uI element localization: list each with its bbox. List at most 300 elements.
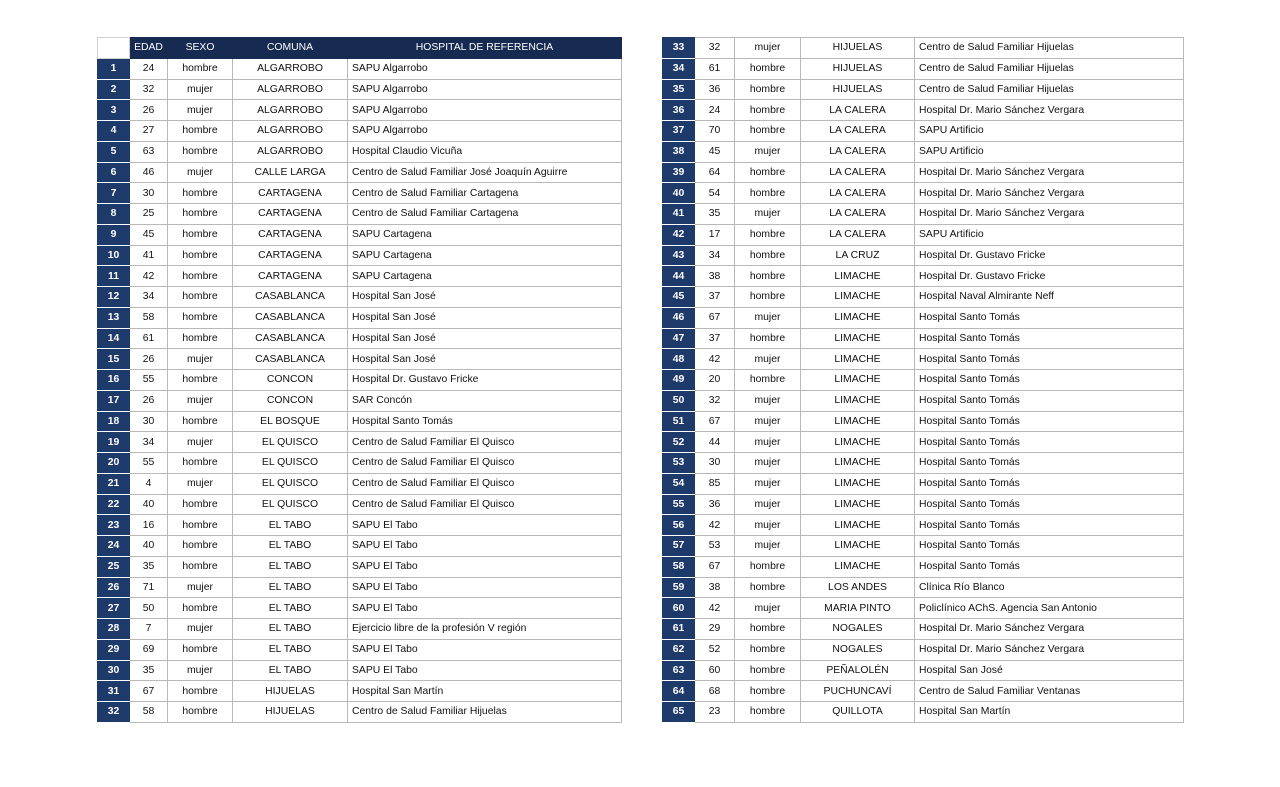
row-number: 40 (663, 183, 695, 204)
table-row (98, 287, 622, 308)
header-sexo: SEXO (168, 38, 233, 59)
sexo-cell: mujer (168, 390, 233, 411)
hospital-cell: Hospital Santo Tomás (915, 328, 1184, 349)
row-number: 52 (663, 432, 695, 453)
hospital-cell: Centro de Salud Familiar El Quisco (348, 494, 622, 515)
edad-cell: 40 (130, 536, 168, 557)
sexo-cell: hombre (735, 639, 801, 660)
header-comuna: COMUNA (233, 38, 348, 59)
table-row (98, 619, 622, 640)
edad-cell: 25 (130, 204, 168, 225)
row-number: 7 (98, 183, 130, 204)
edad-cell: 38 (695, 266, 735, 287)
row-number: 64 (663, 681, 695, 702)
sexo-cell: hombre (168, 681, 233, 702)
hospital-cell: Hospital Santo Tomás (915, 370, 1184, 391)
edad-cell: 53 (695, 536, 735, 557)
comuna-cell: EL TABO (233, 639, 348, 660)
hospital-cell: Hospital Santo Tomás (915, 349, 1184, 370)
row-number: 44 (663, 266, 695, 287)
sexo-cell: hombre (735, 183, 801, 204)
row-number: 12 (98, 287, 130, 308)
table-row (663, 473, 1184, 494)
sexo-cell: hombre (735, 702, 801, 723)
table-row (98, 681, 622, 702)
edad-cell: 30 (130, 411, 168, 432)
comuna-cell: ALGARROBO (233, 121, 348, 142)
table-row (98, 307, 622, 328)
hospital-cell: SAPU Artificio (915, 121, 1184, 142)
sexo-cell: hombre (168, 121, 233, 142)
hospital-cell: Hospital San Martín (348, 681, 622, 702)
hospital-cell: Hospital Claudio Vicuña (348, 141, 622, 162)
comuna-cell: LIMACHE (801, 473, 915, 494)
edad-cell: 35 (130, 660, 168, 681)
hospital-cell: SAPU El Tabo (348, 577, 622, 598)
hospital-cell: Hospital Dr. Mario Sánchez Vergara (915, 162, 1184, 183)
hospital-cell: Hospital Santo Tomás (915, 494, 1184, 515)
table-row (663, 307, 1184, 328)
sexo-cell: hombre (168, 453, 233, 474)
row-number: 11 (98, 266, 130, 287)
table-row (663, 266, 1184, 287)
comuna-cell: CALLE LARGA (233, 162, 348, 183)
table-row (663, 224, 1184, 245)
sexo-cell: hombre (735, 660, 801, 681)
edad-cell: 70 (695, 121, 735, 142)
row-number: 1 (98, 58, 130, 79)
comuna-cell: LIMACHE (801, 515, 915, 536)
row-number: 45 (663, 287, 695, 308)
row-number: 62 (663, 639, 695, 660)
hospital-cell: Centro de Salud Familiar Ventanas (915, 681, 1184, 702)
comuna-cell: LIMACHE (801, 307, 915, 328)
table-row (98, 598, 622, 619)
sexo-cell: hombre (168, 411, 233, 432)
comuna-cell: LA CALERA (801, 183, 915, 204)
hospital-cell: SAPU Algarrobo (348, 121, 622, 142)
row-number: 57 (663, 536, 695, 557)
comuna-cell: CARTAGENA (233, 266, 348, 287)
comuna-cell: LIMACHE (801, 349, 915, 370)
edad-cell: 30 (695, 453, 735, 474)
table-row (663, 702, 1184, 723)
comuna-cell: EL TABO (233, 619, 348, 640)
edad-cell: 29 (695, 619, 735, 640)
row-number: 47 (663, 328, 695, 349)
sexo-cell: hombre (735, 245, 801, 266)
edad-cell: 16 (130, 515, 168, 536)
comuna-cell: EL QUISCO (233, 473, 348, 494)
comuna-cell: ALGARROBO (233, 141, 348, 162)
comuna-cell: ALGARROBO (233, 58, 348, 79)
comuna-cell: CASABLANCA (233, 307, 348, 328)
table-row (663, 598, 1184, 619)
edad-cell: 58 (130, 702, 168, 723)
edad-cell: 54 (695, 183, 735, 204)
comuna-cell: LIMACHE (801, 328, 915, 349)
row-number: 41 (663, 204, 695, 225)
row-number: 4 (98, 121, 130, 142)
row-number: 21 (98, 473, 130, 494)
edad-cell: 32 (130, 79, 168, 100)
row-number: 17 (98, 390, 130, 411)
comuna-cell: LOS ANDES (801, 577, 915, 598)
comuna-cell: LA CALERA (801, 141, 915, 162)
comuna-cell: EL TABO (233, 598, 348, 619)
row-number: 30 (98, 660, 130, 681)
row-number: 13 (98, 307, 130, 328)
edad-cell: 24 (695, 100, 735, 121)
corner-cell (98, 38, 130, 59)
table-row (98, 536, 622, 557)
row-number: 39 (663, 162, 695, 183)
sexo-cell: mujer (735, 411, 801, 432)
sexo-cell: hombre (735, 328, 801, 349)
edad-cell: 45 (130, 224, 168, 245)
hospital-cell: Hospital Santo Tomás (915, 515, 1184, 536)
comuna-cell: LA CALERA (801, 224, 915, 245)
row-number: 42 (663, 224, 695, 245)
edad-cell: 50 (130, 598, 168, 619)
row-number: 56 (663, 515, 695, 536)
hospital-cell: SAPU El Tabo (348, 515, 622, 536)
sexo-cell: hombre (168, 204, 233, 225)
sexo-cell: hombre (168, 702, 233, 723)
edad-cell: 20 (695, 370, 735, 391)
row-number: 50 (663, 390, 695, 411)
comuna-cell: LIMACHE (801, 411, 915, 432)
table-row (98, 266, 622, 287)
sexo-cell: mujer (168, 660, 233, 681)
comuna-cell: NOGALES (801, 639, 915, 660)
edad-cell: 4 (130, 473, 168, 494)
comuna-cell: CASABLANCA (233, 287, 348, 308)
table-row (98, 224, 622, 245)
hospital-cell: Hospital San José (348, 328, 622, 349)
sexo-cell: hombre (168, 370, 233, 391)
hospital-cell: Centro de Salud Familiar El Quisco (348, 473, 622, 494)
comuna-cell: NOGALES (801, 619, 915, 640)
hospital-cell: Centro de Salud Familiar Hijuelas (348, 702, 622, 723)
table-row (663, 245, 1184, 266)
hospital-cell: Hospital Dr. Mario Sánchez Vergara (915, 639, 1184, 660)
row-number: 29 (98, 639, 130, 660)
edad-cell: 52 (695, 639, 735, 660)
table-row (663, 681, 1184, 702)
edad-cell: 36 (695, 79, 735, 100)
edad-cell: 41 (130, 245, 168, 266)
sexo-cell: hombre (168, 307, 233, 328)
edad-cell: 45 (695, 141, 735, 162)
edad-cell: 32 (695, 38, 735, 59)
sexo-cell: hombre (735, 100, 801, 121)
hospital-cell: Hospital Santo Tomás (915, 453, 1184, 474)
edad-cell: 7 (130, 619, 168, 640)
row-number: 34 (663, 58, 695, 79)
row-number: 55 (663, 494, 695, 515)
comuna-cell: LIMACHE (801, 432, 915, 453)
hospital-cell: Ejercicio libre de la profesión V región (348, 619, 622, 640)
edad-cell: 42 (695, 515, 735, 536)
table-row (98, 183, 622, 204)
table-row (98, 639, 622, 660)
edad-cell: 38 (695, 577, 735, 598)
hospital-cell: Hospital Dr. Mario Sánchez Vergara (915, 183, 1184, 204)
table-row (663, 411, 1184, 432)
edad-cell: 46 (130, 162, 168, 183)
hospital-cell: Hospital Dr. Mario Sánchez Vergara (915, 204, 1184, 225)
sexo-cell: hombre (168, 58, 233, 79)
edad-cell: 37 (695, 287, 735, 308)
comuna-cell: LIMACHE (801, 266, 915, 287)
comuna-cell: HIJUELAS (801, 38, 915, 59)
header-row (98, 38, 622, 59)
table-row (663, 660, 1184, 681)
table-row (98, 328, 622, 349)
comuna-cell: EL BOSQUE (233, 411, 348, 432)
sexo-cell: hombre (168, 536, 233, 557)
sexo-cell: mujer (735, 38, 801, 59)
edad-cell: 40 (130, 494, 168, 515)
edad-cell: 64 (695, 162, 735, 183)
hospital-cell: Hospital Santo Tomás (915, 536, 1184, 557)
sexo-cell: mujer (168, 473, 233, 494)
sexo-cell: mujer (168, 432, 233, 453)
table-row (98, 494, 622, 515)
hospital-cell: SAPU El Tabo (348, 639, 622, 660)
header-hospital: HOSPITAL DE REFERENCIA (348, 38, 622, 59)
edad-cell: 71 (130, 577, 168, 598)
table-row (663, 556, 1184, 577)
hospital-cell: SAPU Artificio (915, 141, 1184, 162)
sexo-cell: mujer (168, 162, 233, 183)
edad-cell: 68 (695, 681, 735, 702)
table-row (663, 38, 1184, 59)
hospital-cell: SAPU El Tabo (348, 556, 622, 577)
hospital-cell: SAPU Algarrobo (348, 100, 622, 121)
edad-cell: 42 (695, 349, 735, 370)
sexo-cell: hombre (735, 681, 801, 702)
row-number: 8 (98, 204, 130, 225)
sexo-cell: mujer (168, 349, 233, 370)
table-row (98, 370, 622, 391)
edad-cell: 63 (130, 141, 168, 162)
sexo-cell: hombre (735, 162, 801, 183)
row-number: 31 (98, 681, 130, 702)
table-row (98, 660, 622, 681)
hospital-cell: Centro de Salud Familiar Hijuelas (915, 58, 1184, 79)
sexo-cell: mujer (168, 79, 233, 100)
row-number: 51 (663, 411, 695, 432)
edad-cell: 61 (695, 58, 735, 79)
edad-cell: 32 (695, 390, 735, 411)
row-number: 54 (663, 473, 695, 494)
sexo-cell: hombre (735, 370, 801, 391)
table-row (663, 619, 1184, 640)
hospital-cell: Hospital Santo Tomás (915, 390, 1184, 411)
table-row (663, 515, 1184, 536)
row-number: 5 (98, 141, 130, 162)
comuna-cell: HIJUELAS (233, 702, 348, 723)
edad-cell: 58 (130, 307, 168, 328)
hospital-cell: Hospital Dr. Mario Sánchez Vergara (915, 100, 1184, 121)
table-row (98, 204, 622, 225)
row-number: 48 (663, 349, 695, 370)
comuna-cell: CARTAGENA (233, 204, 348, 225)
edad-cell: 42 (130, 266, 168, 287)
row-number: 32 (98, 702, 130, 723)
edad-cell: 35 (130, 556, 168, 577)
edad-cell: 67 (695, 556, 735, 577)
table-row (663, 370, 1184, 391)
hospital-cell: Centro de Salud Familiar Hijuelas (915, 38, 1184, 59)
sexo-cell: hombre (168, 287, 233, 308)
comuna-cell: MARIA PINTO (801, 598, 915, 619)
edad-cell: 34 (130, 287, 168, 308)
hospital-cell: SAPU Algarrobo (348, 58, 622, 79)
row-number: 61 (663, 619, 695, 640)
row-number: 9 (98, 224, 130, 245)
hospital-cell: SAPU Cartagena (348, 224, 622, 245)
sexo-cell: hombre (168, 556, 233, 577)
table-row (98, 453, 622, 474)
edad-cell: 85 (695, 473, 735, 494)
table-row (663, 494, 1184, 515)
hospital-cell: Centro de Salud Familiar Hijuelas (915, 79, 1184, 100)
row-number: 18 (98, 411, 130, 432)
sexo-cell: hombre (168, 598, 233, 619)
table-row (663, 79, 1184, 100)
row-number: 60 (663, 598, 695, 619)
hospital-cell: Hospital Santo Tomás (348, 411, 622, 432)
comuna-cell: HIJUELAS (801, 79, 915, 100)
table-row (98, 390, 622, 411)
edad-cell: 67 (695, 307, 735, 328)
row-number: 35 (663, 79, 695, 100)
comuna-cell: CARTAGENA (233, 245, 348, 266)
sexo-cell: hombre (168, 515, 233, 536)
comuna-cell: EL TABO (233, 577, 348, 598)
hospital-cell: Centro de Salud Familiar El Quisco (348, 453, 622, 474)
table-row (663, 162, 1184, 183)
comuna-cell: CARTAGENA (233, 224, 348, 245)
comuna-cell: EL QUISCO (233, 494, 348, 515)
hospital-cell: SAPU El Tabo (348, 598, 622, 619)
table-row (98, 141, 622, 162)
comuna-cell: EL TABO (233, 660, 348, 681)
comuna-cell: EL QUISCO (233, 432, 348, 453)
edad-cell: 67 (130, 681, 168, 702)
edad-cell: 42 (695, 598, 735, 619)
row-number: 43 (663, 245, 695, 266)
edad-cell: 60 (695, 660, 735, 681)
comuna-cell: LIMACHE (801, 536, 915, 557)
comuna-cell: LA CALERA (801, 121, 915, 142)
table-row (663, 204, 1184, 225)
sexo-cell: mujer (735, 204, 801, 225)
hospital-cell: Hospital San José (348, 307, 622, 328)
edad-cell: 67 (695, 411, 735, 432)
table-row (663, 183, 1184, 204)
left-table (97, 37, 622, 723)
edad-cell: 26 (130, 349, 168, 370)
sexo-cell: mujer (735, 494, 801, 515)
table-row (98, 577, 622, 598)
hospital-cell: SAPU Cartagena (348, 266, 622, 287)
comuna-cell: LIMACHE (801, 390, 915, 411)
comuna-cell: EL TABO (233, 556, 348, 577)
comuna-cell: LA CALERA (801, 162, 915, 183)
row-number: 23 (98, 515, 130, 536)
comuna-cell: LIMACHE (801, 453, 915, 474)
sexo-cell: hombre (735, 58, 801, 79)
hospital-cell: Hospital Dr. Mario Sánchez Vergara (915, 619, 1184, 640)
hospital-cell: SAPU Artificio (915, 224, 1184, 245)
row-number: 10 (98, 245, 130, 266)
comuna-cell: PUCHUNCAVÍ (801, 681, 915, 702)
row-number: 24 (98, 536, 130, 557)
hospital-cell: Centro de Salud Familiar Cartagena (348, 204, 622, 225)
comuna-cell: EL TABO (233, 536, 348, 557)
sexo-cell: mujer (735, 515, 801, 536)
comuna-cell: HIJUELAS (801, 58, 915, 79)
edad-cell: 27 (130, 121, 168, 142)
sexo-cell: hombre (735, 121, 801, 142)
edad-cell: 24 (130, 58, 168, 79)
table-row (98, 556, 622, 577)
sexo-cell: hombre (735, 266, 801, 287)
table-row (663, 349, 1184, 370)
comuna-cell: EL TABO (233, 515, 348, 536)
sexo-cell: mujer (735, 473, 801, 494)
table-row (98, 702, 622, 723)
table-row (663, 328, 1184, 349)
comuna-cell: PEÑALOLÉN (801, 660, 915, 681)
table-row (663, 639, 1184, 660)
sexo-cell: mujer (735, 349, 801, 370)
table-row (98, 162, 622, 183)
sexo-cell: mujer (735, 598, 801, 619)
hospital-cell: Hospital Dr. Gustavo Fricke (915, 245, 1184, 266)
sexo-cell: hombre (735, 577, 801, 598)
table-row (98, 411, 622, 432)
sexo-cell: hombre (168, 266, 233, 287)
comuna-cell: LA CALERA (801, 100, 915, 121)
table-row (98, 121, 622, 142)
edad-cell: 55 (130, 453, 168, 474)
sexo-cell: hombre (168, 224, 233, 245)
edad-cell: 37 (695, 328, 735, 349)
comuna-cell: LIMACHE (801, 287, 915, 308)
edad-cell: 35 (695, 204, 735, 225)
row-number: 58 (663, 556, 695, 577)
hospital-cell: Hospital Santo Tomás (915, 307, 1184, 328)
hospital-cell: Hospital Santo Tomás (915, 432, 1184, 453)
hospital-cell: SAPU Algarrobo (348, 79, 622, 100)
sexo-cell: mujer (735, 453, 801, 474)
row-number: 15 (98, 349, 130, 370)
sexo-cell: hombre (168, 141, 233, 162)
comuna-cell: LIMACHE (801, 556, 915, 577)
row-number: 33 (663, 38, 695, 59)
table-row (98, 245, 622, 266)
row-number: 36 (663, 100, 695, 121)
comuna-cell: ALGARROBO (233, 100, 348, 121)
table-row (663, 577, 1184, 598)
edad-cell: 34 (130, 432, 168, 453)
comuna-cell: LA CRUZ (801, 245, 915, 266)
